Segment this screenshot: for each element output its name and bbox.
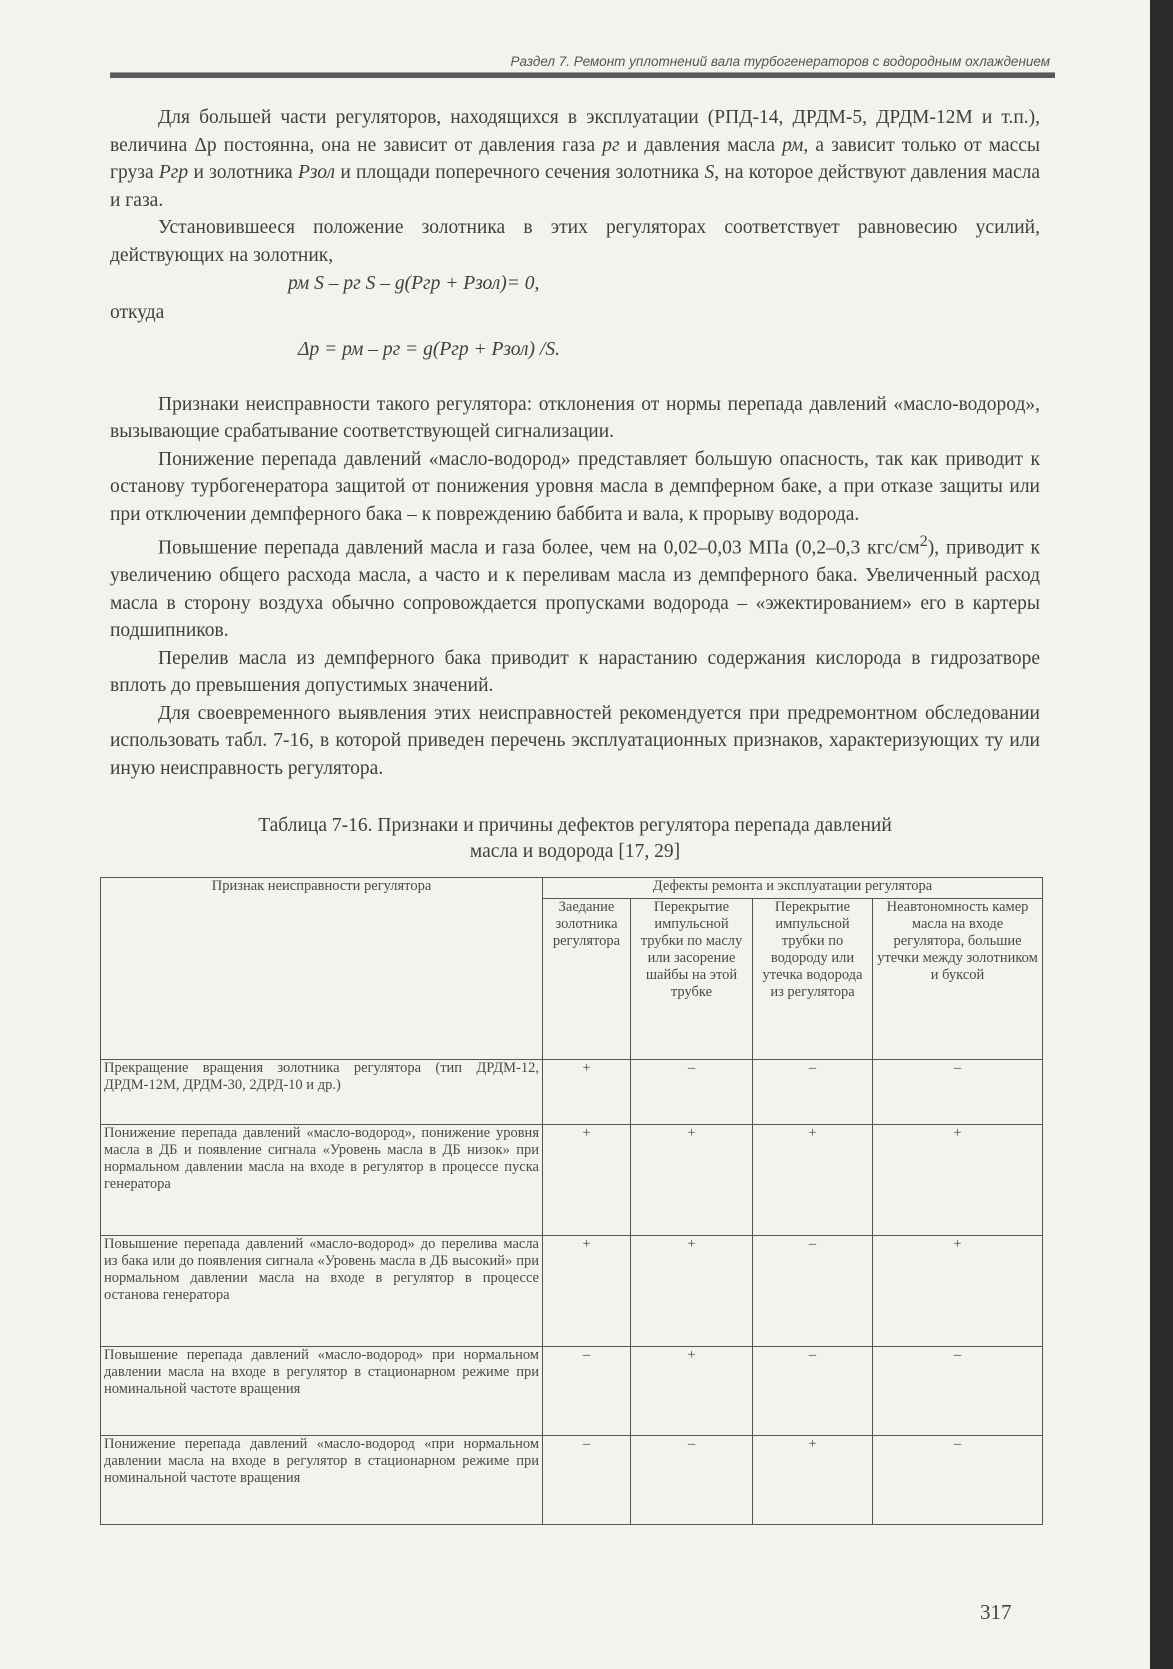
- header-col-2: Перекрытие импульсной трубки по маслу или засорение шайбы на этой трубке: [631, 899, 753, 1060]
- p1-text-a: Для большей части регуляторов, находящихся в эксплуатации (РПД-14, ДРДМ-5, ДРДМ-12М и т.п.), величина Δр постоянна, она не зависит от давления газа: [110, 107, 1040, 156]
- p1-text-d: и золотника: [188, 162, 298, 183]
- paragraph-6: Перелив масла из демпферного бака приводит к нарастанию содержания кислорода в гидрозатворе вплоть до превышения допустимых значений.: [110, 647, 1040, 696]
- row-mark: +: [631, 1236, 753, 1347]
- header-defects-group: Дефекты ремонта и эксплуатации регулятора: [543, 878, 1043, 899]
- row-sign: Понижение перепада давлений «масло-водород», понижение уровня масла в ДБ и появление сигнала «Уровень масла в ДБ низок» при нормальном давлении масла на входе в регулятор в процессе пуска генератора: [101, 1125, 543, 1236]
- row-mark: –: [873, 1347, 1043, 1436]
- row-mark: –: [631, 1436, 753, 1525]
- row-mark: +: [543, 1125, 631, 1236]
- symbol-pm: рм: [782, 134, 804, 156]
- p5-superscript: 2: [919, 532, 928, 550]
- row-sign: Прекращение вращения золотника регулятора (тип ДРДМ-12, ДРДМ-12М, ДРДМ-30, 2ДРД-10 и др.): [101, 1060, 543, 1125]
- paragraph-4: Понижение перепада давлений «масло-водород» представляет большую опасность, так как приводит к останову турбогенератора защитой от понижения уровня масла в демпферном баке, а при отказе защиты или при отключении демпферного бака – к повреждению баббита и вала, к прорыву водорода.: [110, 448, 1040, 525]
- paragraph-3: Признаки неисправности такого регулятора: отклонения от нормы перепада давлений «масло-водород», вызывающие срабатывание соответствующей сигнализации.: [110, 393, 1040, 442]
- row-mark: –: [753, 1347, 873, 1436]
- table-row: [101, 1236, 1043, 1347]
- p5-text-a: Повышение перепада давлений масла и газа более, чем на 0,02–0,03 МПа (0,2–0,3 кгс/см: [158, 537, 920, 559]
- defects-table: [100, 877, 1043, 1525]
- p1-text-b: и давления масла: [619, 134, 783, 156]
- row-mark: –: [543, 1347, 631, 1436]
- p1-text-c: , а зависит только от массы груза: [110, 134, 1041, 183]
- row-mark: +: [543, 1236, 631, 1347]
- running-head: Раздел 7. Ремонт уплотнений вала турбогенераторов с водородным охлаждением: [510, 54, 1050, 69]
- row-sign: Понижение перепада давлений «масло-водород «при нормальном давлении масла на входе в регулятор в стационарном режиме при номинальной частоте вращения: [101, 1436, 543, 1525]
- row-mark: +: [631, 1347, 753, 1436]
- symbol-s: S: [704, 162, 715, 183]
- word-otkuda: откуда: [110, 302, 165, 323]
- table-row: [101, 1347, 1043, 1436]
- page-number: 317: [980, 1600, 1012, 1624]
- row-mark: –: [753, 1060, 873, 1125]
- header-col-4: Неавтономность камер масла на входе регулятора, большие утечки между золотником и буксой: [873, 899, 1043, 1060]
- row-mark: –: [873, 1060, 1043, 1125]
- p5-text-b: ), приводит к увеличению общего расхода масла, а часто и к переливам масла из демпферного бака. Увеличенный расход масла в сторону воздуха обычно сопровождается пропусками водорода – «эжектированием» его в картеры подшипников.: [110, 537, 1040, 641]
- header-col-3: Перекрытие импульсной трубки по водороду или утечка водорода из регулятора: [753, 899, 873, 1060]
- formula-equilibrium: рм S – рг S – g(Ргр + Рзол)= 0,: [288, 273, 540, 294]
- p1-text-e: и площади поперечного сечения золотника: [335, 162, 705, 183]
- row-mark: +: [631, 1125, 753, 1236]
- table-row: [101, 1060, 1043, 1125]
- table-row: [101, 1125, 1043, 1236]
- header-sign: Признак неисправности регулятора: [101, 878, 543, 1060]
- paragraph-7: Для своевременного выявления этих неисправностей рекомендуется при предремонтном обследовании использовать табл. 7-16, в которой приведен перечень эксплуатационных признаков, характеризующих ту или иную неисправность регулятора.: [110, 702, 1040, 779]
- table-caption-line-2: масла и водорода [17, 29]: [469, 841, 681, 862]
- header-col-1: Заедание золотника регулятора: [543, 899, 631, 1060]
- row-mark: –: [873, 1436, 1043, 1525]
- paragraph-1: [110, 104, 1040, 214]
- paragraph-5: [110, 528, 1040, 645]
- row-mark: +: [753, 1125, 873, 1236]
- body-text: [110, 104, 1040, 782]
- table-caption-line-1: Таблица 7-16. Признаки и причины дефектов регулятора перепада давлений: [258, 815, 892, 836]
- p1-text-f: , на которое действуют давления масла и газа.: [110, 162, 1040, 211]
- row-mark: +: [543, 1060, 631, 1125]
- symbol-pg: рг: [602, 134, 620, 156]
- table-caption: [110, 813, 1040, 865]
- symbol-pzol: Рзол: [298, 162, 336, 183]
- row-mark: –: [543, 1436, 631, 1525]
- row-sign: Повышение перепада давлений «масло-водород» при нормальном давлении масла на входе в регулятор в стационарном режиме при номинальной частоте вращения: [101, 1347, 543, 1436]
- row-mark: +: [873, 1125, 1043, 1236]
- row-mark: +: [753, 1436, 873, 1525]
- row-mark: +: [873, 1236, 1043, 1347]
- row-mark: –: [631, 1060, 753, 1125]
- symbol-pgr: Ргр: [158, 162, 189, 183]
- table-row: [101, 1436, 1043, 1525]
- paragraph-2: Установившееся положение золотника в этих регуляторах соответствует равновесию усилий, действующих на золотник,: [110, 217, 1040, 266]
- row-mark: –: [753, 1236, 873, 1347]
- row-sign: Повышение перепада давлений «масло-водород» до перелива масла из бака или до появления сигнала «Уровень масла в ДБ высокий» при нормальном давлении масла на входе в регулятор в процессе останова генератора: [101, 1236, 543, 1347]
- formula-delta-p: Δр = рм – рг = g(Ргр + Рзол) /S.: [298, 338, 560, 360]
- header-rule: [110, 72, 1055, 78]
